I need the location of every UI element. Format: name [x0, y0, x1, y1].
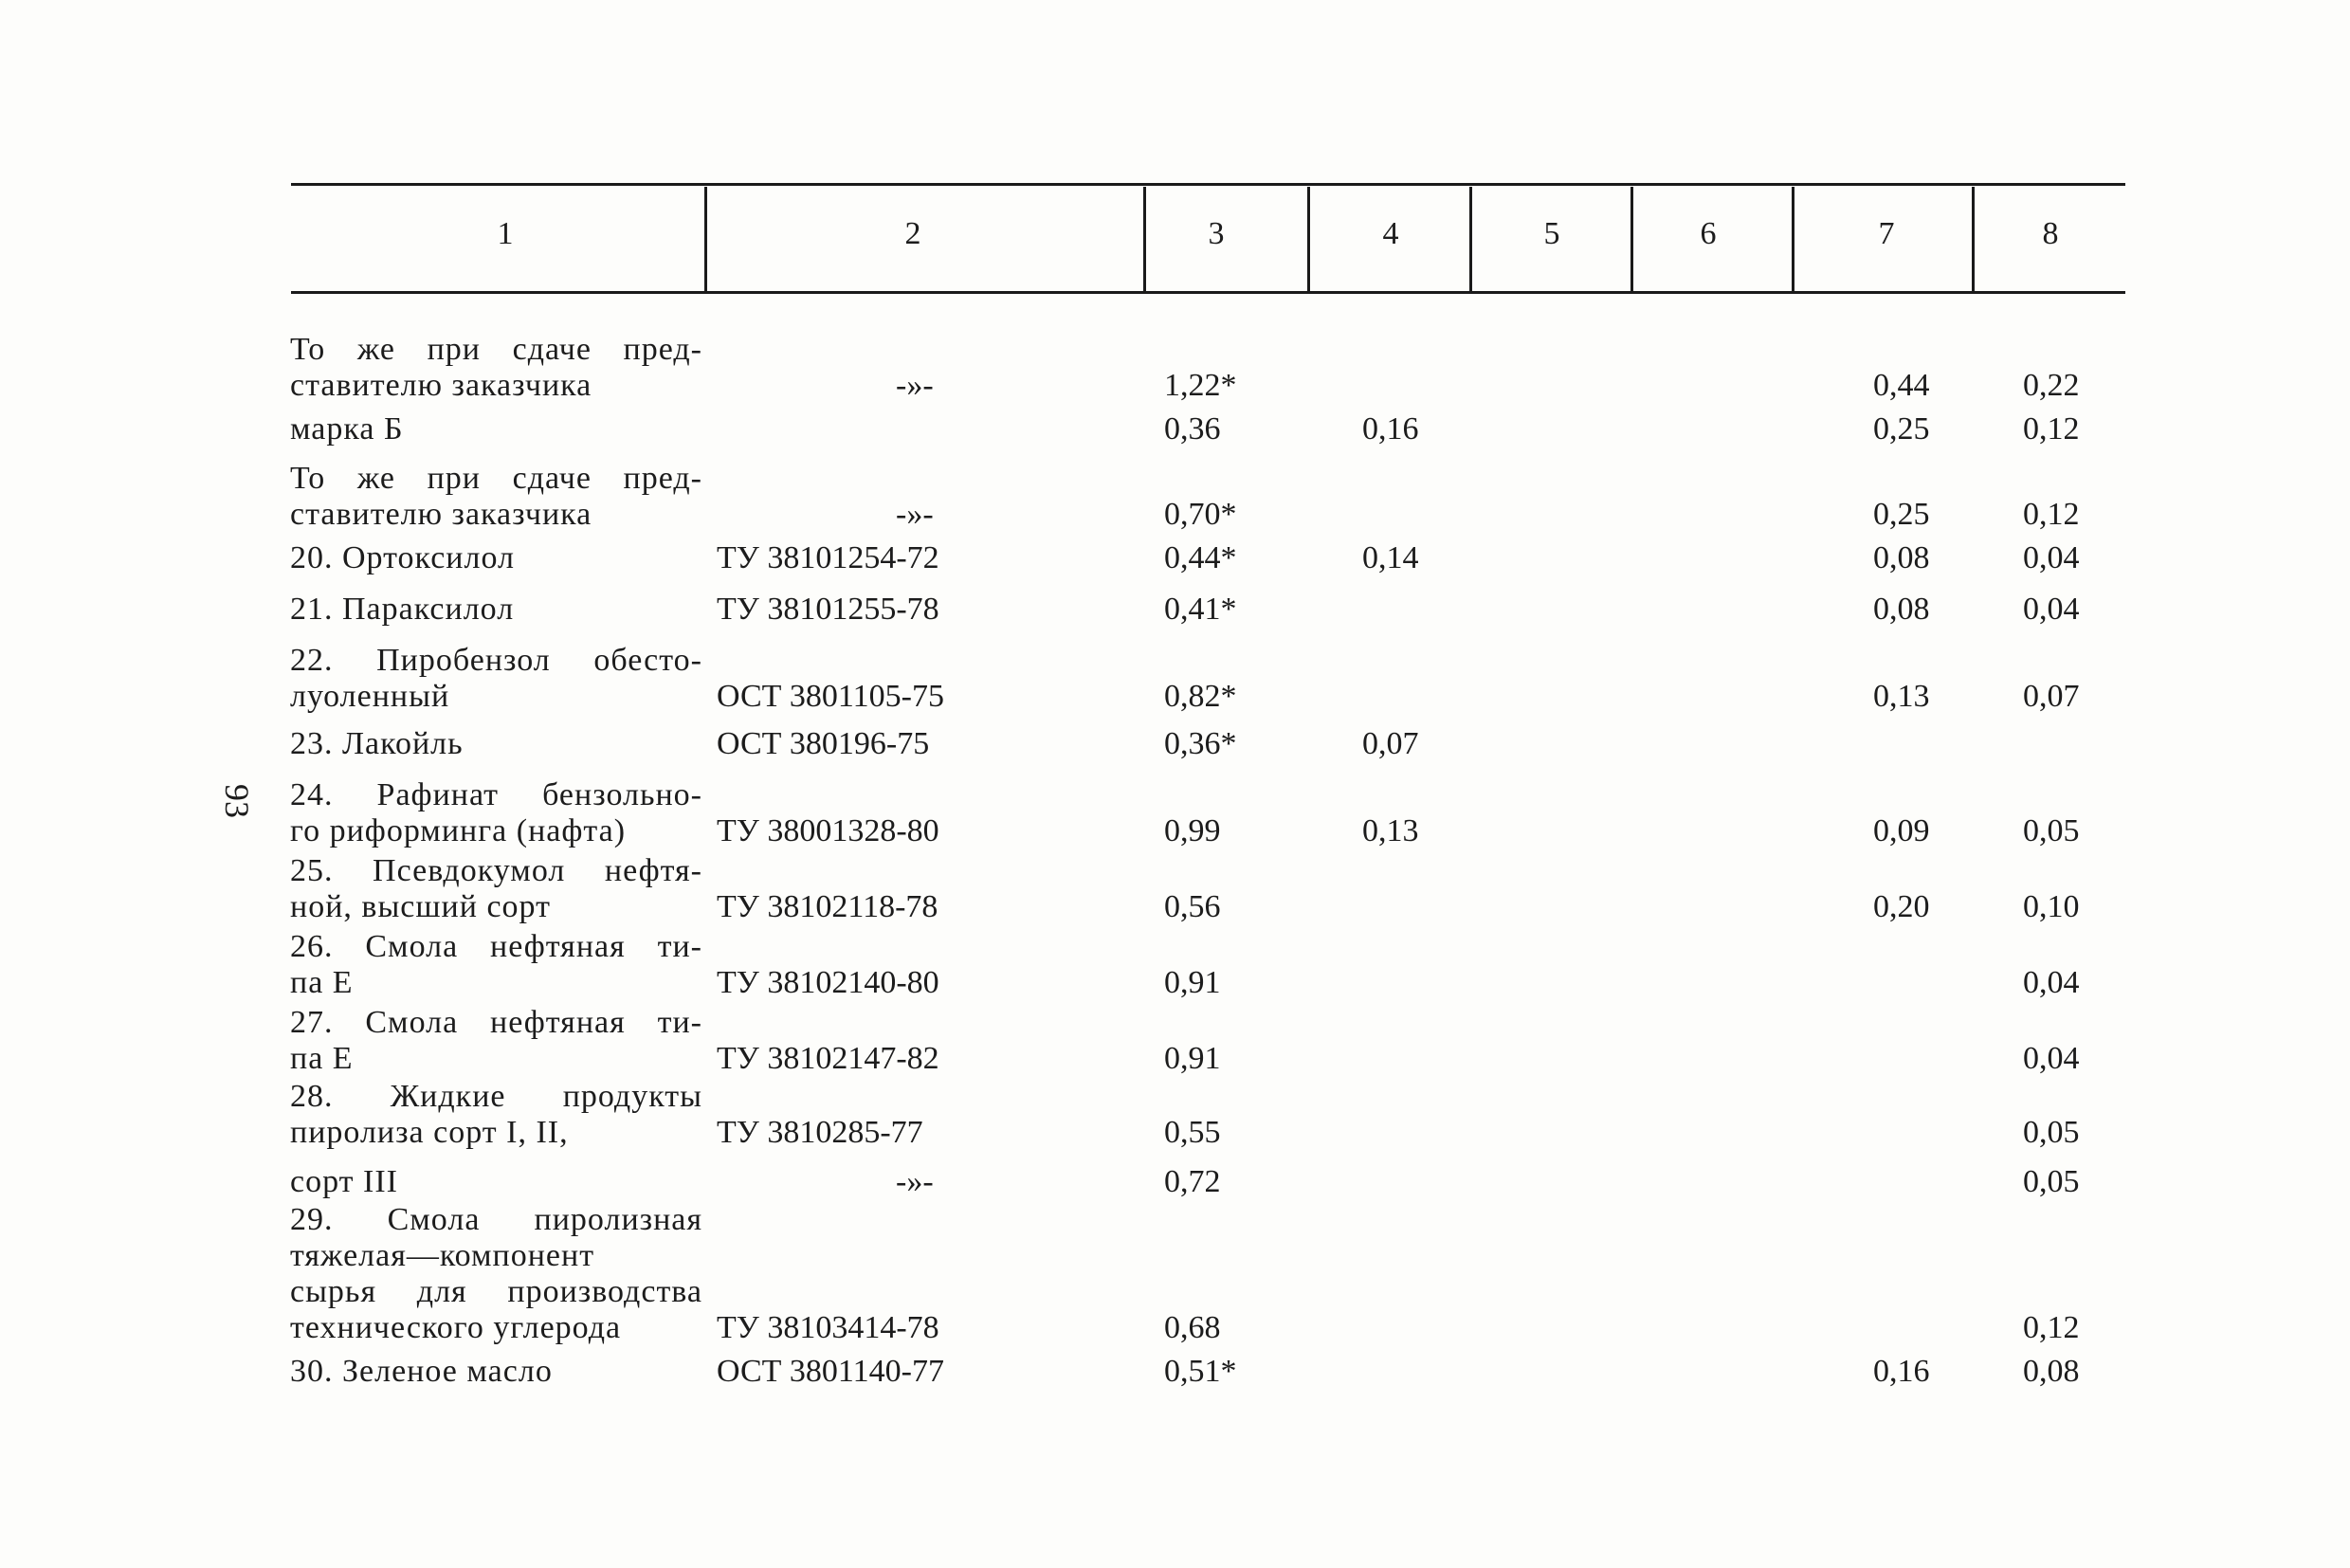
header-cell: 6 [1700, 216, 1717, 251]
value-col4: 0,07 [1362, 726, 1419, 761]
product-name-line: па Е [290, 965, 354, 1000]
value-col3: 0,72 [1164, 1164, 1221, 1199]
value-col8: 0,05 [2023, 1115, 2080, 1150]
value-col7: 0,25 [1873, 411, 1930, 447]
value-col7: 0,25 [1873, 497, 1930, 532]
product-name [290, 1204, 702, 1348]
value-col3: 0,44* [1164, 540, 1237, 575]
header-cell: 8 [2042, 216, 2059, 251]
header-cell: 7 [1878, 216, 1895, 251]
value-col8: 0,05 [2023, 813, 2080, 848]
product-name-line: 23. Лакойль [290, 726, 464, 761]
product-name-line: То же при сдаче пред- [290, 332, 702, 367]
table-top-rule [291, 183, 2125, 186]
value-col3: 0,91 [1164, 965, 1221, 1000]
product-name-line: 29. Смола пиролизная [290, 1202, 702, 1237]
standard-doc: -»- [896, 368, 934, 403]
product-name-line: 26. Смола нефтяная ти- [290, 929, 702, 964]
standard-doc: ТУ 38102147-82 [717, 1041, 939, 1076]
value-col8: 0,04 [2023, 540, 2080, 575]
product-name-line: 28. Жидкие продукты [290, 1079, 702, 1114]
product-name-line: 21. Параксилол [290, 592, 515, 627]
product-name [290, 463, 702, 535]
standard-doc: ТУ 38102118-78 [717, 889, 938, 924]
header-cell: 1 [497, 216, 514, 251]
product-name-line: ставителю заказчика [290, 497, 592, 532]
value-col7: 0,20 [1873, 889, 1930, 924]
value-col4: 0,13 [1362, 813, 1419, 848]
column-divider [1143, 187, 1146, 291]
value-col8: 0,04 [2023, 592, 2080, 627]
value-col8: 0,12 [2023, 411, 2080, 447]
value-col7: 0,08 [1873, 592, 1930, 627]
value-col3: 0,41* [1164, 592, 1237, 627]
value-col8: 0,12 [2023, 1310, 2080, 1345]
value-col8: 0,07 [2023, 679, 2080, 714]
value-col3: 1,22* [1164, 368, 1237, 403]
header-cell: 5 [1543, 216, 1560, 251]
product-name-line: 22. Пиробензол обесто- [290, 643, 702, 678]
value-col8: 0,04 [2023, 965, 2080, 1000]
standard-doc: ТУ 38103414-78 [717, 1310, 939, 1345]
column-divider [1469, 187, 1472, 291]
standard-doc: -»- [896, 1164, 934, 1199]
product-name-line: ставителю заказчика [290, 368, 592, 403]
product-name-line: луоленный [290, 679, 450, 714]
product-name-line: технического углерода [290, 1310, 622, 1345]
product-name [290, 334, 702, 406]
value-col7: 0,16 [1873, 1354, 1930, 1389]
product-name-line: па Е [290, 1041, 354, 1076]
value-col7: 0,09 [1873, 813, 1930, 848]
value-col8: 0,12 [2023, 497, 2080, 532]
product-name-line: пиролиза сорт I, II, [290, 1115, 569, 1150]
product-name-line: 25. Псевдокумол нефтя- [290, 853, 702, 888]
value-col8: 0,22 [2023, 368, 2080, 403]
product-name [290, 413, 702, 449]
standard-doc: ТУ 38102140-80 [717, 965, 939, 1000]
product-name-line: тяжелая—компонент [290, 1238, 595, 1273]
value-col3: 0,91 [1164, 1041, 1221, 1076]
column-divider [1630, 187, 1633, 291]
value-col8: 0,04 [2023, 1041, 2080, 1076]
product-name-line: сорт III [290, 1164, 398, 1199]
standard-doc: ТУ 38101255-78 [717, 592, 939, 627]
standard-doc: ОСТ 3801105-75 [717, 679, 944, 714]
value-col3: 0,36* [1164, 726, 1237, 761]
product-name [290, 542, 702, 578]
standard-doc: ОСТ 3801140-77 [717, 1354, 944, 1389]
header-cell: 3 [1208, 216, 1225, 251]
product-name [290, 1356, 702, 1392]
standard-doc: ТУ 38001328-80 [717, 813, 939, 848]
product-name-line: 27. Смола нефтяная ти- [290, 1005, 702, 1040]
product-name-line: сырья для производства [290, 1274, 702, 1309]
value-col7: 0,44 [1873, 368, 1930, 403]
product-name [290, 1007, 702, 1079]
column-divider [1307, 187, 1310, 291]
value-col3: 0,55 [1164, 1115, 1221, 1150]
product-name-line: ной, высший сорт [290, 889, 551, 924]
product-name [290, 1166, 702, 1202]
product-name-line: го риформинга (нафта) [290, 813, 627, 848]
value-col8: 0,05 [2023, 1164, 2080, 1199]
product-name [290, 593, 702, 629]
page-number: 93 [218, 784, 256, 818]
product-name-line: 20. Ортоксилол [290, 540, 515, 575]
product-name [290, 779, 702, 851]
product-name-line: 30. Зеленое масло [290, 1354, 553, 1389]
value-col4: 0,14 [1362, 540, 1419, 575]
column-divider [1972, 187, 1975, 291]
value-col3: 0,99 [1164, 813, 1221, 848]
value-col4: 0,16 [1362, 411, 1419, 447]
value-col3: 0,51* [1164, 1354, 1237, 1389]
value-col3: 0,82* [1164, 679, 1237, 714]
product-name [290, 645, 702, 717]
product-name [290, 728, 702, 764]
standard-doc: ОСТ 380196-75 [717, 726, 930, 761]
value-col8: 0,08 [2023, 1354, 2080, 1389]
value-col7: 0,13 [1873, 679, 1930, 714]
product-name-line: марка Б [290, 411, 404, 447]
value-col8: 0,10 [2023, 889, 2080, 924]
value-col3: 0,68 [1164, 1310, 1221, 1345]
standard-doc: ТУ 38101254-72 [717, 540, 939, 575]
column-divider [704, 187, 707, 291]
value-col7: 0,08 [1873, 540, 1930, 575]
product-name [290, 931, 702, 1003]
value-col3: 0,56 [1164, 889, 1221, 924]
standard-doc: -»- [896, 497, 934, 532]
product-name [290, 855, 702, 927]
table-header-rule [291, 291, 2125, 294]
value-col3: 0,36 [1164, 411, 1221, 447]
header-cell: 2 [904, 216, 921, 251]
product-name [290, 1081, 702, 1153]
column-divider [1792, 187, 1794, 291]
standard-doc: ТУ 3810285-77 [717, 1115, 923, 1150]
product-name-line: 24. Рафинат бензольно- [290, 777, 702, 812]
product-name-line: То же при сдаче пред- [290, 461, 702, 496]
value-col3: 0,70* [1164, 497, 1237, 532]
header-cell: 4 [1382, 216, 1399, 251]
